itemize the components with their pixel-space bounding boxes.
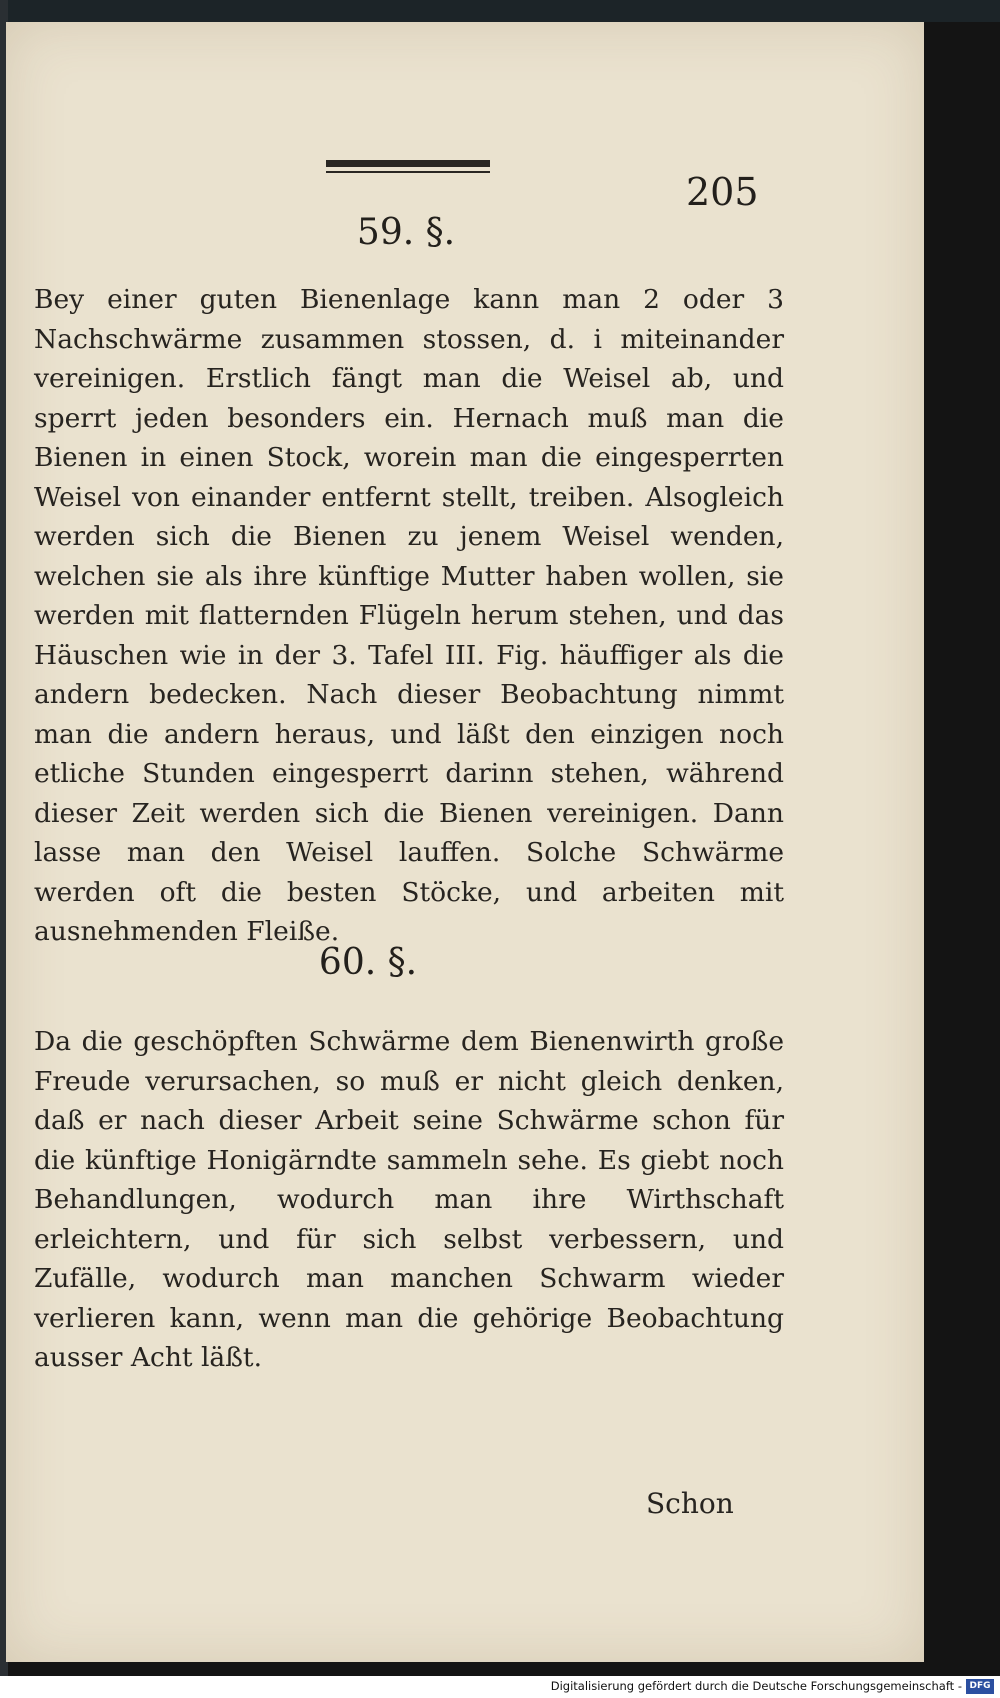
- catchword: Schon: [646, 1487, 734, 1520]
- section-text-60: Da die geschöpften Schwärme dem Bienenwirth große Freude verursachen, so muß er nicht gleich denken, daß er nach dieser Arbeit seine Schwärme schon für die künftige Honigärndte sammeln sehe. Es giebt noch Behandlungen, wodurch man ihre Wirthschaft erleichtern, und für sich selbst verbessern, und Zufälle, wodurch man manchen Schwarm wieder verlieren kann, wenn man die gehörige Beobachtung ausser Acht läßt.: [34, 1026, 784, 1373]
- digitization-footer: [0, 1676, 1000, 1698]
- page-number: 205: [686, 170, 759, 214]
- section-heading-60: 60. §.: [318, 942, 418, 983]
- scan-top-edge: [0, 0, 1000, 22]
- header-ornament-rule: [326, 160, 490, 173]
- header-rule-thick: [326, 160, 490, 167]
- footer-credit: Digitalisierung gefördert durch die Deutsche Forschungsgemeinschaft -: [550, 1679, 962, 1693]
- section-heading-59: 59. §.: [356, 212, 456, 253]
- dfg-logo-icon: DFG: [966, 1679, 994, 1694]
- section-text-59: Bey einer guten Bienenlage kann man 2 oder 3 Nachschwärme zusammen stossen, d. i miteinander vereinigen. Erstlich fängt man die Weisel ab, und sperrt jeden besonders ein. Hernach muß man die Bienen in einen Stock, worein man die eingesperrten Weisel von einander entfernt stellt, treiben. Alsogleich werden sich die Bienen zu jenem Weisel wenden, welchen sie als ihre künftige Mutter haben wollen, sie werden mit flatternden Flügeln herum stehen, und das Häuschen wie in der 3. Tafel III. Fig. häuffiger als die andern bedecken. Nach dieser Beobachtung nimmt man die andern heraus, und läßt den einzigen noch etliche Stunden eingesperrt darinn stehen, während dieser Zeit werden sich die Bienen vereinigen. Dann lasse man den Weisel lauffen. Solche Schwärme werden oft die besten Stöcke, und arbeiten mit ausnehmenden Fleiße.: [34, 284, 784, 947]
- book-page: [6, 22, 924, 1662]
- header-rule-thin: [326, 171, 490, 173]
